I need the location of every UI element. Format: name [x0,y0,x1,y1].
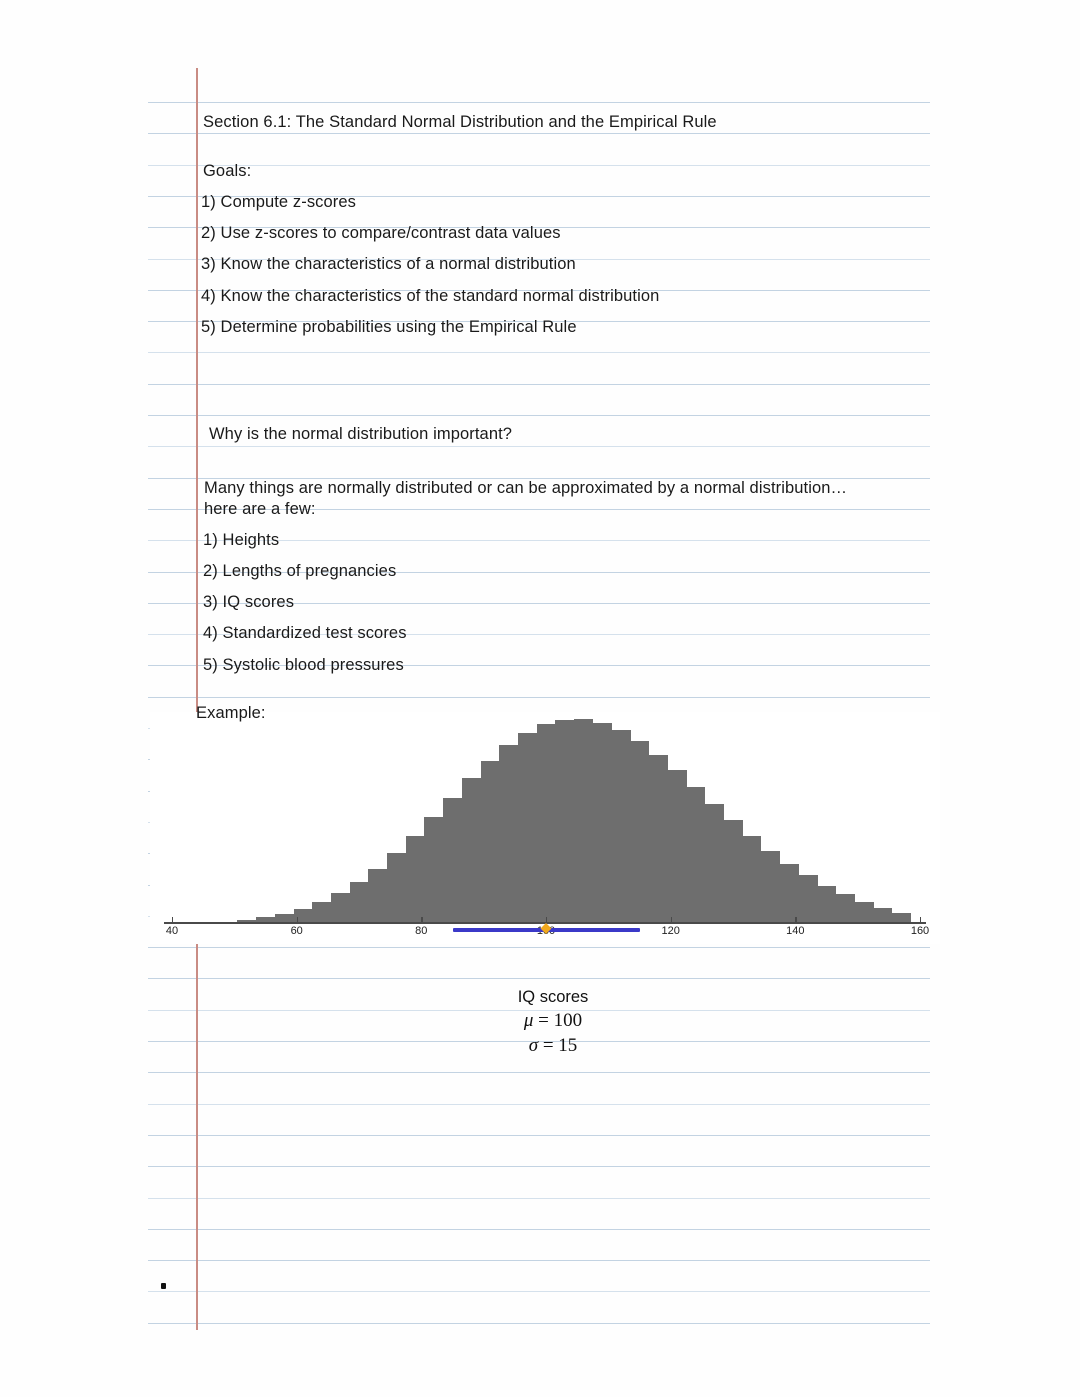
rule-line [148,352,930,353]
example-item-3: 3) IQ scores [203,593,295,611]
sd-equation [403,1035,703,1057]
histogram-bar [424,817,443,924]
goal-item-2: 2) Use z-scores to compare/contrast data values [201,224,561,242]
mu-symbol: μ [523,1010,534,1031]
histogram-bar [630,741,649,924]
chart-caption [403,988,703,1057]
rule-line [148,1166,930,1167]
goal-item-3: 3) Know the characteristics of a normal distribution [201,255,576,273]
histogram-plot-area [150,712,940,924]
histogram-bar [555,720,574,925]
axis-tick-label: 140 [786,925,805,937]
histogram-bar [742,836,761,924]
axis-tick-label: 120 [661,925,680,937]
rule-line [148,165,930,166]
histogram-bar [724,820,743,924]
axis-tick-label: 60 [290,925,303,937]
rule-line [148,1104,930,1105]
rule-line [148,1072,930,1073]
rule-line [148,415,930,416]
histogram-bar [780,864,799,924]
rule-line [148,384,930,385]
histogram-bar [350,882,369,924]
histogram-bar [499,745,518,924]
histogram-bar [611,730,630,924]
sigma-value: 15 [558,1035,578,1056]
axis-tick [297,917,298,923]
goal-item-1: 1) Compute z-scores [201,193,357,211]
axis-tick-label: 80 [415,925,428,937]
histogram-bar [574,719,593,924]
equals-sign-sigma: = [542,1035,554,1056]
example-label: Example: [196,704,266,722]
rule-line [148,1260,930,1261]
example-item-1: 1) Heights [203,531,280,549]
example-item-2: 2) Lengths of pregnancies [203,562,397,580]
axis-tick [421,917,422,923]
histogram-bar [817,886,836,924]
intro-line-2: here are a few: [204,500,316,518]
histogram-bar [686,787,705,924]
axis-tick [671,917,672,923]
axis-tick [546,917,547,923]
x-axis-line [164,922,926,924]
rule-line [148,947,930,948]
histogram-bar [836,894,855,924]
axis-tick [172,917,173,923]
histogram-bar [761,851,780,924]
sigma-symbol: σ [528,1035,539,1056]
example-item-4: 4) Standardized test scores [203,624,407,642]
equals-sign-mu: = [538,1010,549,1031]
histogram-bar [387,853,406,924]
rule-line [148,978,930,979]
histogram-bar [443,798,462,924]
histogram-bar [406,836,425,924]
axis-tick-label: 160 [910,925,930,937]
rule-line [148,133,930,134]
rule-line [148,1198,930,1199]
histogram-bar [537,724,556,924]
histogram-bar [481,761,500,924]
axis-tick [795,917,796,923]
histogram-bar [312,902,331,924]
axis-tick-label: 40 [165,925,179,937]
histogram-bar [462,778,481,924]
histogram-bar [798,875,817,924]
rule-line [148,1229,930,1230]
histogram-bar [593,723,612,924]
histogram-bar [518,733,537,924]
intro-line-1: Many things are normally distributed or can be approximated by a normal distribution… [204,479,848,497]
rule-line [148,697,930,698]
red-margin-line [196,68,198,1330]
stray-ink-dot [161,1283,166,1289]
histogram-bar [368,869,387,924]
rule-line [148,1323,930,1324]
mean-equation [403,1010,703,1032]
histogram-bar [705,804,724,924]
histogram-bar [855,902,874,924]
rule-line [148,102,930,103]
caption-title: IQ scores [517,988,589,1006]
page-title: Section 6.1: The Standard Normal Distribution and the Empirical Rule [203,113,717,131]
axis-tick [920,917,921,923]
rule-line [148,446,930,447]
histogram-bar [331,893,350,924]
rule-line [148,1135,930,1136]
histogram-bar [668,770,687,924]
goals-label: Goals: [203,162,252,180]
iq-histogram-chart [150,712,940,944]
rule-line [148,1291,930,1292]
example-item-5: 5) Systolic blood pressures [203,656,404,674]
mu-value: 100 [553,1010,583,1031]
goal-item-5: 5) Determine probabilities using the Empirical Rule [201,318,577,336]
goal-item-4: 4) Know the characteristics of the standard normal distribution [201,287,660,305]
question-text: Why is the normal distribution important? [209,425,513,443]
histogram-bar [649,755,668,924]
